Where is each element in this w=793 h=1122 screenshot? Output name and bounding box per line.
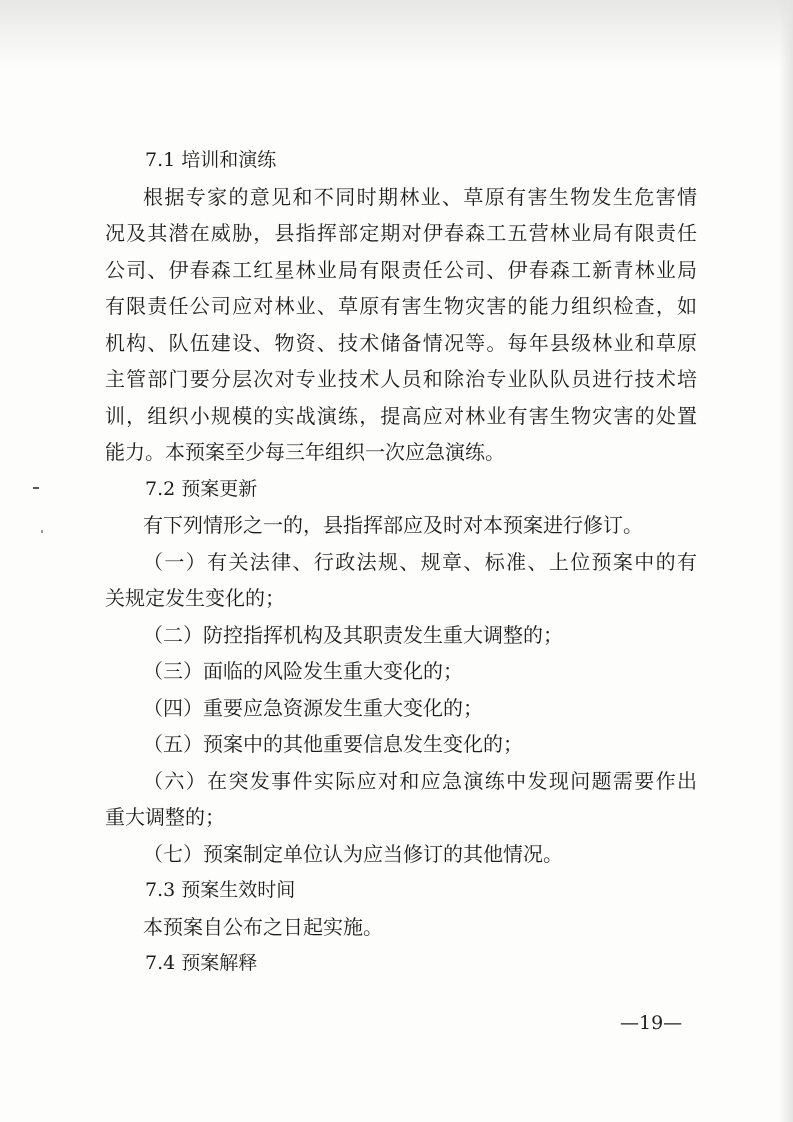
list-item-1-continued: 关规定发生变化的； [105, 586, 285, 610]
paragraph-line: 况及其潜在威胁，县指挥部定期对伊春森工五营林业局有限责任 [105, 221, 697, 245]
paragraph-line: 训，组织小规模的实战演练，提高应对林业有害生物灾害的处置 [105, 403, 697, 428]
scan-speck [33, 487, 39, 489]
list-item-2: （二）防控指挥机构及其职责发生重大调整的； [143, 622, 563, 647]
list-item-6: （六）在突发事件实际应对和应急演练中发现问题需要作出 [143, 768, 697, 793]
list-item-1: （一）有关法律、行政法规、规章、标准、上位预案中的有 [143, 549, 697, 574]
paragraph-line: 本预案自公布之日起实施。 [143, 914, 383, 939]
paragraph-line: 机构、队伍建设、物资、技术储备情况等。每年县级林业和草原 [105, 330, 697, 355]
section-heading-7-1: 7.1 培训和演练 [145, 149, 277, 171]
list-item-5: （五）预案中的其他重要信息发生变化的； [143, 732, 523, 756]
paragraph-line: 主管部门要分层次对专业技术人员和除治专业队队员进行技术培 [105, 367, 697, 391]
paragraph-line: 根据专家的意见和不同时期林业、草原有害生物发生危害情 [143, 184, 697, 209]
paragraph-line: 公司、伊春森工红星林业局有限责任公司、伊春森工新青林业局 [105, 257, 697, 282]
section-heading-7-4: 7.4 预案解释 [145, 952, 258, 974]
scan-shadow-right [779, 0, 793, 1122]
paragraph-line: 有下列情形之一的，县指挥部应及时对本预案进行修订。 [143, 513, 643, 537]
scan-shadow-top [0, 0, 793, 70]
page-number: —19— [620, 1012, 683, 1034]
list-item-6-continued: 重大调整的； [105, 805, 225, 829]
list-item-4: （四）重要应急资源发生重大变化的； [143, 695, 483, 720]
section-heading-7-2: 7.2 预案更新 [145, 477, 258, 500]
section-heading-7-3: 7.3 预案生效时间 [145, 879, 296, 901]
paragraph-line: 有限责任公司应对林业、草原有害生物灾害的能力组织检查，如 [105, 294, 697, 318]
paragraph-line: 能力。本预案至少每三年组织一次应急演练。 [105, 440, 505, 464]
scan-speck [41, 530, 43, 533]
list-item-7: （七）预案制定单位认为应当修订的其他情况。 [143, 841, 563, 866]
list-item-3: （三）面临的风险发生重大变化的； [143, 659, 463, 683]
document-body [105, 142, 697, 982]
